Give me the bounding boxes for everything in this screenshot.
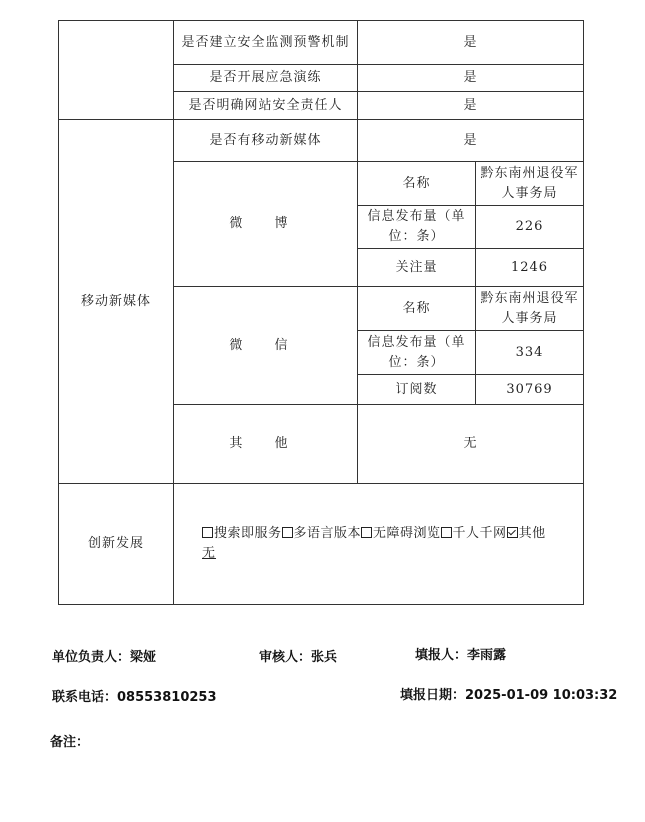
checkbox-icon[interactable] bbox=[361, 527, 372, 538]
responsible-value: 是 bbox=[358, 92, 584, 120]
has-mobile-media-value: 是 bbox=[358, 120, 584, 162]
innovation-label: 创新发展 bbox=[59, 484, 174, 605]
option-search-service[interactable]: 搜索即服务 bbox=[202, 526, 282, 541]
innovation-other-value: 无 bbox=[202, 546, 217, 561]
wechat-subscribe-label: 订阅数 bbox=[358, 375, 476, 405]
monitoring-value: 是 bbox=[358, 21, 584, 65]
table-row bbox=[59, 484, 584, 605]
reviewer: 审核人：张兵 bbox=[259, 650, 338, 665]
other-media-value: 无 bbox=[358, 405, 584, 484]
other-media-label: 其 他 bbox=[174, 405, 358, 484]
option-multilingual[interactable]: 多语言版本 bbox=[282, 526, 362, 541]
report-table bbox=[58, 20, 584, 605]
security-section-cell bbox=[59, 21, 174, 120]
option-personalized[interactable]: 千人千网 bbox=[441, 526, 507, 541]
has-mobile-media-label: 是否有移动新媒体 bbox=[174, 120, 358, 162]
checkbox-checked-icon[interactable] bbox=[507, 527, 518, 538]
responsible-label: 是否明确网站安全责任人 bbox=[174, 92, 358, 120]
mobile-media-label: 移动新媒体 bbox=[59, 120, 174, 484]
table-row bbox=[59, 120, 584, 162]
weibo-name-value: 黔东南州退役军人事务局 bbox=[476, 162, 584, 206]
wechat-posts-label: 信息发布量（单位：条） bbox=[358, 331, 476, 375]
table-row bbox=[59, 21, 584, 65]
weibo-label: 微 博 bbox=[174, 162, 358, 287]
option-accessible[interactable]: 无障碍浏览 bbox=[361, 526, 441, 541]
wechat-subscribe-value: 30769 bbox=[476, 375, 584, 405]
weibo-follow-label: 关注量 bbox=[358, 249, 476, 287]
unit-head: 单位负责人：梁娅 bbox=[52, 650, 157, 665]
weibo-follow-value: 1246 bbox=[476, 249, 584, 287]
innovation-option-list bbox=[202, 524, 579, 544]
remarks: 备注： bbox=[50, 735, 90, 750]
filler: 填报人：李雨露 bbox=[415, 648, 507, 663]
checkbox-icon[interactable] bbox=[202, 527, 213, 538]
wechat-posts-value: 334 bbox=[476, 331, 584, 375]
fill-date: 填报日期：2025-01-09 10:03:32 bbox=[400, 688, 618, 703]
option-other[interactable]: 其他 bbox=[507, 526, 546, 541]
wechat-label: 微 信 bbox=[174, 287, 358, 405]
wechat-name-value: 黔东南州退役军人事务局 bbox=[476, 287, 584, 331]
contact-phone: 联系电话：08553810253 bbox=[52, 690, 217, 705]
monitoring-label: 是否建立安全监测预警机制 bbox=[174, 21, 358, 65]
drill-value: 是 bbox=[358, 65, 584, 92]
checkbox-icon[interactable] bbox=[441, 527, 452, 538]
checkbox-icon[interactable] bbox=[282, 527, 293, 538]
wechat-name-label: 名称 bbox=[358, 287, 476, 331]
drill-label: 是否开展应急演练 bbox=[174, 65, 358, 92]
weibo-posts-value: 226 bbox=[476, 206, 584, 249]
weibo-name-label: 名称 bbox=[358, 162, 476, 206]
weibo-posts-label: 信息发布量（单位：条） bbox=[358, 206, 476, 249]
innovation-options bbox=[174, 484, 584, 605]
